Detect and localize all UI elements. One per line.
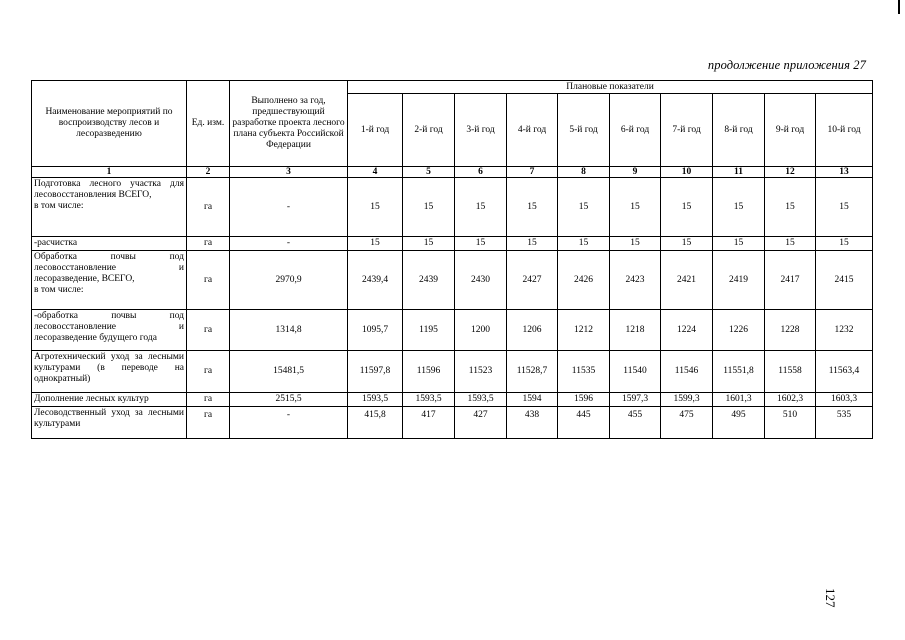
column-index-cell: 3 — [230, 167, 348, 178]
row-done-value: 15481,5 — [230, 351, 348, 393]
table-row — [32, 251, 873, 310]
header-year: 6-й год — [610, 94, 661, 167]
row-year-value: 1226 — [713, 310, 765, 351]
row-year-value: 11535 — [558, 351, 610, 393]
row-year-value: 2439 — [403, 251, 455, 310]
row-year-value: 1224 — [661, 310, 713, 351]
edge-mark — [898, 0, 900, 14]
row-done-value: - — [230, 178, 348, 237]
row-unit: га — [187, 351, 230, 393]
column-index-cell: 13 — [816, 167, 873, 178]
row-done-value: 2970,9 — [230, 251, 348, 310]
row-year-value: 415,8 — [348, 407, 403, 439]
header-year: 1-й год — [348, 94, 403, 167]
row-year-value: 11546 — [661, 351, 713, 393]
row-unit: га — [187, 237, 230, 251]
row-year-value: 11563,4 — [816, 351, 873, 393]
row-year-value: 1593,5 — [455, 393, 507, 407]
table-row — [32, 310, 873, 351]
row-year-value: 1599,3 — [661, 393, 713, 407]
row-year-value: 15 — [661, 237, 713, 251]
row-year-value: 455 — [610, 407, 661, 439]
row-year-value: 11523 — [455, 351, 507, 393]
row-year-value: 2417 — [765, 251, 816, 310]
row-year-value: 15 — [507, 178, 558, 237]
row-year-value: 15 — [558, 178, 610, 237]
column-index-cell: 4 — [348, 167, 403, 178]
row-year-value: 1212 — [558, 310, 610, 351]
row-year-value: 495 — [713, 407, 765, 439]
row-year-value: 15 — [455, 178, 507, 237]
row-year-value: 1603,3 — [816, 393, 873, 407]
table-row — [32, 351, 873, 393]
row-year-value: 15 — [765, 178, 816, 237]
row-year-value: 1594 — [507, 393, 558, 407]
row-year-value: 15 — [507, 237, 558, 251]
header-year: 8-й год — [713, 94, 765, 167]
row-year-value: 15 — [610, 237, 661, 251]
appendix-caption: продолжение приложения 27 — [707, 58, 866, 72]
header-unit: Ед. изм. — [187, 81, 230, 167]
row-name-cell — [32, 393, 187, 407]
row-unit: га — [187, 407, 230, 439]
header-planned: Плановые показатели — [348, 81, 873, 94]
row-unit: га — [187, 251, 230, 310]
row-subnote: в том числе: — [34, 201, 84, 211]
column-index-cell: 12 — [765, 167, 816, 178]
header-done: Выполнено за год, предшествующий разработке проекта лесного плана субъекта Российской Федерации — [230, 81, 348, 167]
header-year: 9-й год — [765, 94, 816, 167]
row-year-value: 2423 — [610, 251, 661, 310]
row-year-value: 15 — [713, 178, 765, 237]
row-year-value: 15 — [816, 237, 873, 251]
row-year-value: 15 — [816, 178, 873, 237]
column-index-row — [32, 167, 873, 178]
row-unit: га — [187, 393, 230, 407]
row-year-value: 11540 — [610, 351, 661, 393]
row-year-value: 1228 — [765, 310, 816, 351]
row-name: Обработка почвы под лесовосстановление и лесоразведение, ВСЕГО, — [34, 252, 184, 284]
row-year-value: 15 — [455, 237, 507, 251]
row-done-value: - — [230, 407, 348, 439]
row-year-value: 1602,3 — [765, 393, 816, 407]
row-year-value: 11558 — [765, 351, 816, 393]
row-year-value: 1095,7 — [348, 310, 403, 351]
row-name: -расчистка — [34, 238, 78, 248]
row-unit: га — [187, 310, 230, 351]
row-year-value: 11596 — [403, 351, 455, 393]
table-row — [32, 407, 873, 439]
row-year-value: 1593,5 — [403, 393, 455, 407]
row-year-value: 15 — [713, 237, 765, 251]
row-subnote: в том числе: — [34, 285, 84, 295]
row-name-cell — [32, 407, 187, 439]
header-name: Наименование мероприятий по воспроизводству лесов и лесоразведению — [32, 81, 187, 167]
header-year: 4-й год — [507, 94, 558, 167]
header-year: 10-й год — [816, 94, 873, 167]
table-row — [32, 393, 873, 407]
column-index-cell: 5 — [403, 167, 455, 178]
column-index-cell: 7 — [507, 167, 558, 178]
row-year-value: 2427 — [507, 251, 558, 310]
row-year-value: 2419 — [713, 251, 765, 310]
header-row-1 — [32, 81, 873, 94]
row-name-cell — [32, 251, 187, 310]
row-year-value: 535 — [816, 407, 873, 439]
header-year: 7-й год — [661, 94, 713, 167]
row-year-value: 1601,3 — [713, 393, 765, 407]
row-year-value: 475 — [661, 407, 713, 439]
row-done-value: - — [230, 237, 348, 251]
row-done-value: 1314,8 — [230, 310, 348, 351]
row-name-cell — [32, 310, 187, 351]
row-name-cell — [32, 237, 187, 251]
row-year-value: 1232 — [816, 310, 873, 351]
page-number: 127 — [823, 588, 838, 608]
column-index-cell: 8 — [558, 167, 610, 178]
row-name-cell — [32, 351, 187, 393]
row-name: Подготовка лесного участка для лесовосстановления ВСЕГО, — [34, 179, 184, 200]
row-year-value: 15 — [765, 237, 816, 251]
table-body — [32, 167, 873, 439]
row-year-value: 2415 — [816, 251, 873, 310]
row-year-value: 1218 — [610, 310, 661, 351]
column-index-cell: 1 — [32, 167, 187, 178]
row-name: Лесоводственный уход за лесными культурами — [34, 408, 184, 429]
table-row — [32, 178, 873, 237]
row-year-value: 15 — [610, 178, 661, 237]
header-year: 2-й год — [403, 94, 455, 167]
row-name-cell — [32, 178, 187, 237]
column-index-cell: 10 — [661, 167, 713, 178]
row-done-value: 2515,5 — [230, 393, 348, 407]
row-year-value: 445 — [558, 407, 610, 439]
row-year-value: 11551,8 — [713, 351, 765, 393]
row-name: Агротехнический уход за лесными культурами (в переводе на однократный) — [34, 352, 184, 384]
row-year-value: 2426 — [558, 251, 610, 310]
row-name: Дополнение лесных культур — [34, 394, 149, 404]
row-year-value: 15 — [348, 237, 403, 251]
row-year-value: 438 — [507, 407, 558, 439]
header-year: 5-й год — [558, 94, 610, 167]
row-year-value: 2439,4 — [348, 251, 403, 310]
table-row — [32, 237, 873, 251]
column-index-cell: 9 — [610, 167, 661, 178]
row-year-value: 15 — [348, 178, 403, 237]
row-year-value: 2430 — [455, 251, 507, 310]
plan-table — [31, 80, 873, 439]
row-year-value: 1200 — [455, 310, 507, 351]
row-year-value: 15 — [661, 178, 713, 237]
row-year-value: 15 — [558, 237, 610, 251]
column-index-cell: 6 — [455, 167, 507, 178]
row-year-value: 11597,8 — [348, 351, 403, 393]
row-year-value: 1593,5 — [348, 393, 403, 407]
row-year-value: 417 — [403, 407, 455, 439]
column-index-cell: 11 — [713, 167, 765, 178]
row-year-value: 510 — [765, 407, 816, 439]
header-year: 3-й год — [455, 94, 507, 167]
row-unit: га — [187, 178, 230, 237]
row-name: -обработка почвы под лесовосстановление и лесоразведение будущего года — [34, 311, 184, 343]
row-year-value: 1597,3 — [610, 393, 661, 407]
row-year-value: 15 — [403, 237, 455, 251]
row-year-value: 427 — [455, 407, 507, 439]
column-index-cell: 2 — [187, 167, 230, 178]
row-year-value: 11528,7 — [507, 351, 558, 393]
row-year-value: 2421 — [661, 251, 713, 310]
row-year-value: 15 — [403, 178, 455, 237]
row-year-value: 1596 — [558, 393, 610, 407]
row-year-value: 1206 — [507, 310, 558, 351]
row-year-value: 1195 — [403, 310, 455, 351]
